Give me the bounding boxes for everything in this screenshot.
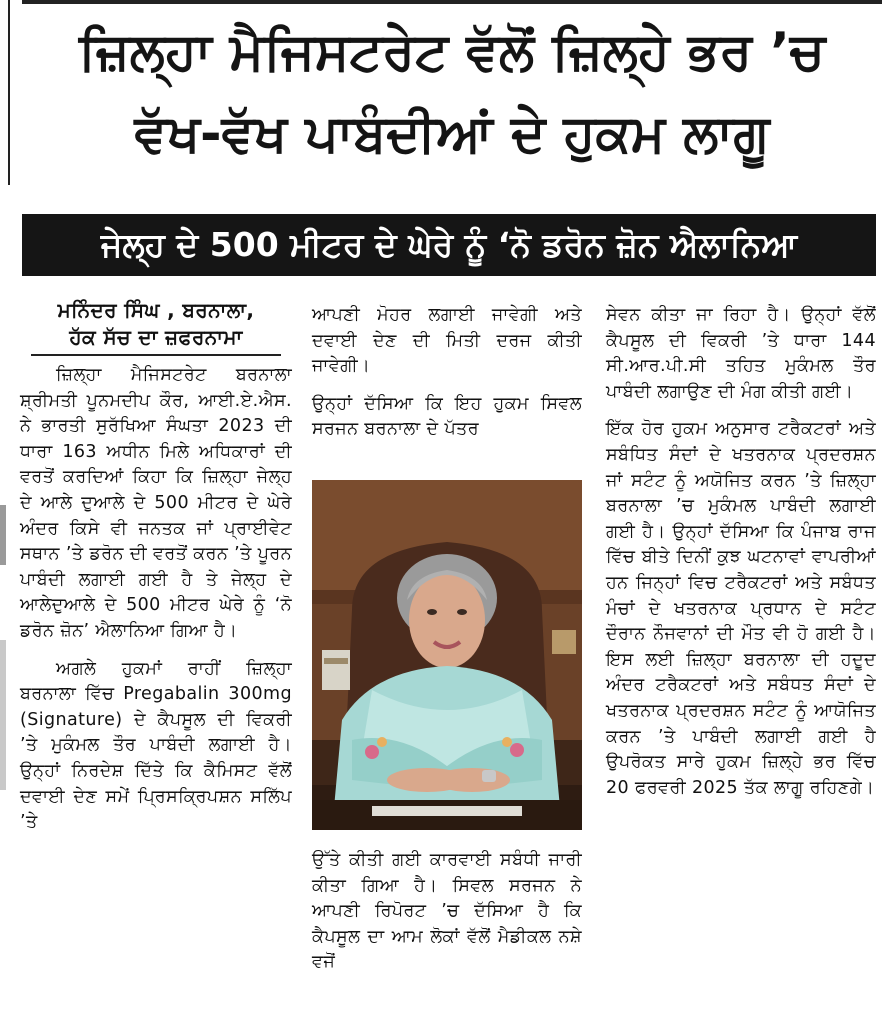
- portrait-illustration: [312, 480, 582, 830]
- left-border-rule: [8, 0, 10, 185]
- headline-line-2: ਵੱਖ-ਵੱਖ ਪਾਬੰਦੀਆਂ ਦੇ ਹੁਕਮ ਲਾਗੂ: [134, 104, 770, 164]
- article-paragraph: ਸੇਵਨ ਕੀਤਾ ਜਾ ਰਿਹਾ ਹੈ। ਉਨ੍ਹਾਂ ਵੱਲੋਂ ਕੈਪਸੂਲ ਦੀ ਵਿਕਰੀ ’ਤੇ ਧਾਰਾ 144 ਸੀ.ਆਰ.ਪੀ.ਸੀ ਤਹਿਤ ਮੁਕੰਮਲ ਤੌਰ ਪਾਬੰਦੀ ਲਗਾਉਣ ਦੀ ਮੰਗ ਕੀਤੀ ਗਈ।: [606, 305, 876, 402]
- article-paragraph: ਆਪਣੀ ਮੋਹਰ ਲਗਾਈ ਜਾਵੇਗੀ ਅਤੇ ਦਵਾਈ ਦੇਣ ਦੀ ਮਿਤੀ ਦਰਜ ਕੀਤੀ ਜਾਵੇਗੀ।: [312, 305, 582, 377]
- byline: [20, 297, 292, 356]
- article-paragraph: ਉਨ੍ਹਾਂ ਦੱਸਿਆ ਕਿ ਇਹ ਹੁਕਮ ਸਿਵਲ ਸਰਜਨ ਬਰਨਾਲਾ ਦੇ ਪੱਤਰ: [312, 393, 582, 440]
- article-column-2-top: [312, 303, 582, 443]
- article-column-3: [606, 303, 876, 801]
- article-paragraph: ਜ਼ਿਲ੍ਹਾ ਮੈਜਿਸਟਰੇਟ ਬਰਨਾਲਾ ਸ਼੍ਰੀਮਤੀ ਪੂਨਮਦੀਪ ਕੌਰ, ਆਈ.ਏ.ਐਸ. ਨੇ ਭਾਰਤੀ ਸੁਰੱਖਿਆ ਸੰਘਤਾ 2023 ਦੀ ਧਾਰਾ 163 ਅਧੀਨ ਮਿਲੇ ਅਧਿਕਾਰਾਂ ਦੀ ਵਰਤੋਂ ਕਰਦਿਆਂ ਕਿਹਾ ਕਿ ਜ਼ਿਲ੍ਹਾ ਜੇਲ੍ਹ ਦੇ ਆਲੇ ਦੁਆਲੇ ਦੇ 500 ਮੀਟਰ ਦੇ ਘੇਰੇ ਅੰਦਰ ਕਿਸੇ ਵੀ ਜਨਤਕ ਜਾਂ ਪ੍ਰਾਈਵੇਟ ਸਥਾਨ ’ਤੇ ਡਰੋਨ ਦੀ ਵਰਤੋਂ ਕਰਨ ’ਤੇ ਪੂਰਨ ਪਾਬੰਦੀ ਲਗਾਈ ਗਈ ਹੈ ਤੇ ਜੇਲ੍ਹ ਦੇ ਆਲੇਦੁਆਲੇ ਦੇ 500 ਮੀਟਰ ਘੇਰੇ ਨੂੰ ‘ਨੋ ਡਰੋਨ ਜ਼ੋਨ’ ਐਲਾਨਿਆ ਗਿਆ ਹੈ।: [20, 365, 292, 641]
- article-paragraph: ਉੱਤੇ ਕੀਤੀ ਗਈ ਕਾਰਵਾਈ ਸਬੰਧੀ ਜਾਰੀ ਕੀਤਾ ਗਿਆ ਹੈ। ਸਿਵਲ ਸਰਜਨ ਨੇ ਆਪਣੀ ਰਿਪੋਰਟ ’ਚ ਦੱਸਿਆ ਹੈ ਕਿ ਕੈਪਸੂਲ ਦਾ ਆਮ ਲੋਕਾਂ ਵੱਲੋਂ ਮੈਡੀਕਲ ਨਸ਼ੇ ਵਜੋਂ: [312, 850, 582, 973]
- headline-line-1: ਜ਼ਿਲ੍ਹਾ ਮੈਜਿਸਟਰੇਟ ਵੱਲੋਂ ਜ਼ਿਲ੍ਹੇ ਭਰ ’ਚ: [79, 22, 825, 82]
- portrait-photo: [312, 480, 582, 830]
- article-paragraph: ਇੱਕ ਹੋਰ ਹੁਕਮ ਅਨੁਸਾਰ ਟਰੈਕਟਰਾਂ ਅਤੇ ਸਬੰਧਿਤ ਸੰਦਾਂ ਦੇ ਖਤਰਨਾਕ ਪ੍ਰਦਰਸ਼ਨ ਜਾਂ ਸਟੰਟ ਨੂੰ ਅਯੋਜਿਤ ਕਰਨ ’ਤੇ ਜ਼ਿਲ੍ਹਾ ਬਰਨਾਲਾ ’ਚ ਮੁਕੰਮਲ ਪਾਬੰਦੀ ਲਗਾਈ ਗਈ ਹੈ। ਉਨ੍ਹਾਂ ਦੱਸਿਆ ਕਿ ਪੰਜਾਬ ਰਾਜ ਵਿੱਚ ਬੀਤੇ ਦਿਨੀਂ ਕੁਝ ਘਟਨਾਵਾਂ ਵਾਪਰੀਆਂ ਹਨ ਜਿਨ੍ਹਾਂ ਵਿਚ ਟਰੈਕਟਰਾਂ ਅਤੇ ਸਬੰਧਤ ਮੰਚਾਂ ਦੇ ਖਤਰਨਾਕ ਪ੍ਰਧਾਨ ਦੇ ਸਟੰਟ ਦੌਰਾਨ ਨੌਜਵਾਨਾਂ ਦੀ ਮੌਤ ਵੀ ਹੋ ਗਈ ਹੈ। ਇਸ ਲਈ ਜ਼ਿਲ੍ਹਾ ਬਰਨਾਲਾ ਦੀ ਹਦੂਦ ਅੰਦਰ ਟਰੈਕਟਰਾਂ ਅਤੇ ਸਬੰਧਤ ਸੰਦਾਂ ਦੇ ਖਤਰਨਾਕ ਪ੍ਰਦਰਸ਼ਨ ਸਟੰਟ ਨੂੰ ਆਯੋਜਿਤ ਕਰਨ ’ਤੇ ਪਾਬੰਦੀ ਲਗਾਈ ਗਈ ਹੈ ਉਪਰੋਕਤ ਸਾਰੇ ਹੁਕਮ ਜ਼ਿਲ੍ਹੇ ਭਰ ਵਿੱਚ 20 ਫਰਵਰੀ 2025 ਤੱਕ ਲਾਗੂ ਰਹਿਣਗੇ।: [606, 419, 876, 798]
- subheadline-banner: ਜੇਲ੍ਹ ਦੇ 500 ਮੀਟਰ ਦੇ ਘੇਰੇ ਨੂੰ ‘ਨੋ ਡਰੋਨ ਜ਼ੋਨ ਐਲਾਨਿਆ: [22, 214, 876, 276]
- byline-publication: ਹੱਕ ਸੱਚ ਦਾ ਜ਼ਫਰਨਾਮਾ: [69, 325, 243, 349]
- adjacent-image-edge: [0, 640, 6, 790]
- article-paragraph: ਅਗਲੇ ਹੁਕਮਾਂ ਰਾਹੀਂ ਜ਼ਿਲ੍ਹਾ ਬਰਨਾਲਾ ਵਿੱਚ Pregabalin 300mg (Signature) ਦੇ ਕੈਪਸੂਲ ਦੀ ਵਿਕਰੀ ’ਤੇ ਮੁਕੰਮਲ ਤੌਰ ਪਾਬੰਦੀ ਲਗਾਈ ਹੈ। ਉਨ੍ਹਾਂ ਨਿਰਦੇਸ਼ ਦਿੱਤੇ ਕਿ ਕੈਮਿਸਟ ਵੱਲੋਂ ਦਵਾਈ ਦੇਣ ਸਮੇਂ ਪ੍ਰਿਸਕ੍ਰਿਪਸ਼ਨ ਸਲਿੱਪ ’ਤੇ: [20, 658, 292, 833]
- adjacent-article-edge: [0, 505, 6, 565]
- article-column-1: [20, 297, 292, 836]
- top-border-rule: [22, 0, 882, 4]
- byline-underline: [31, 354, 281, 356]
- byline-author: ਮਨਿੰਦਰ ਸਿੰਘ , ਬਰਨਾਲਾ,: [57, 298, 255, 322]
- article-column-2-bottom: [312, 848, 582, 976]
